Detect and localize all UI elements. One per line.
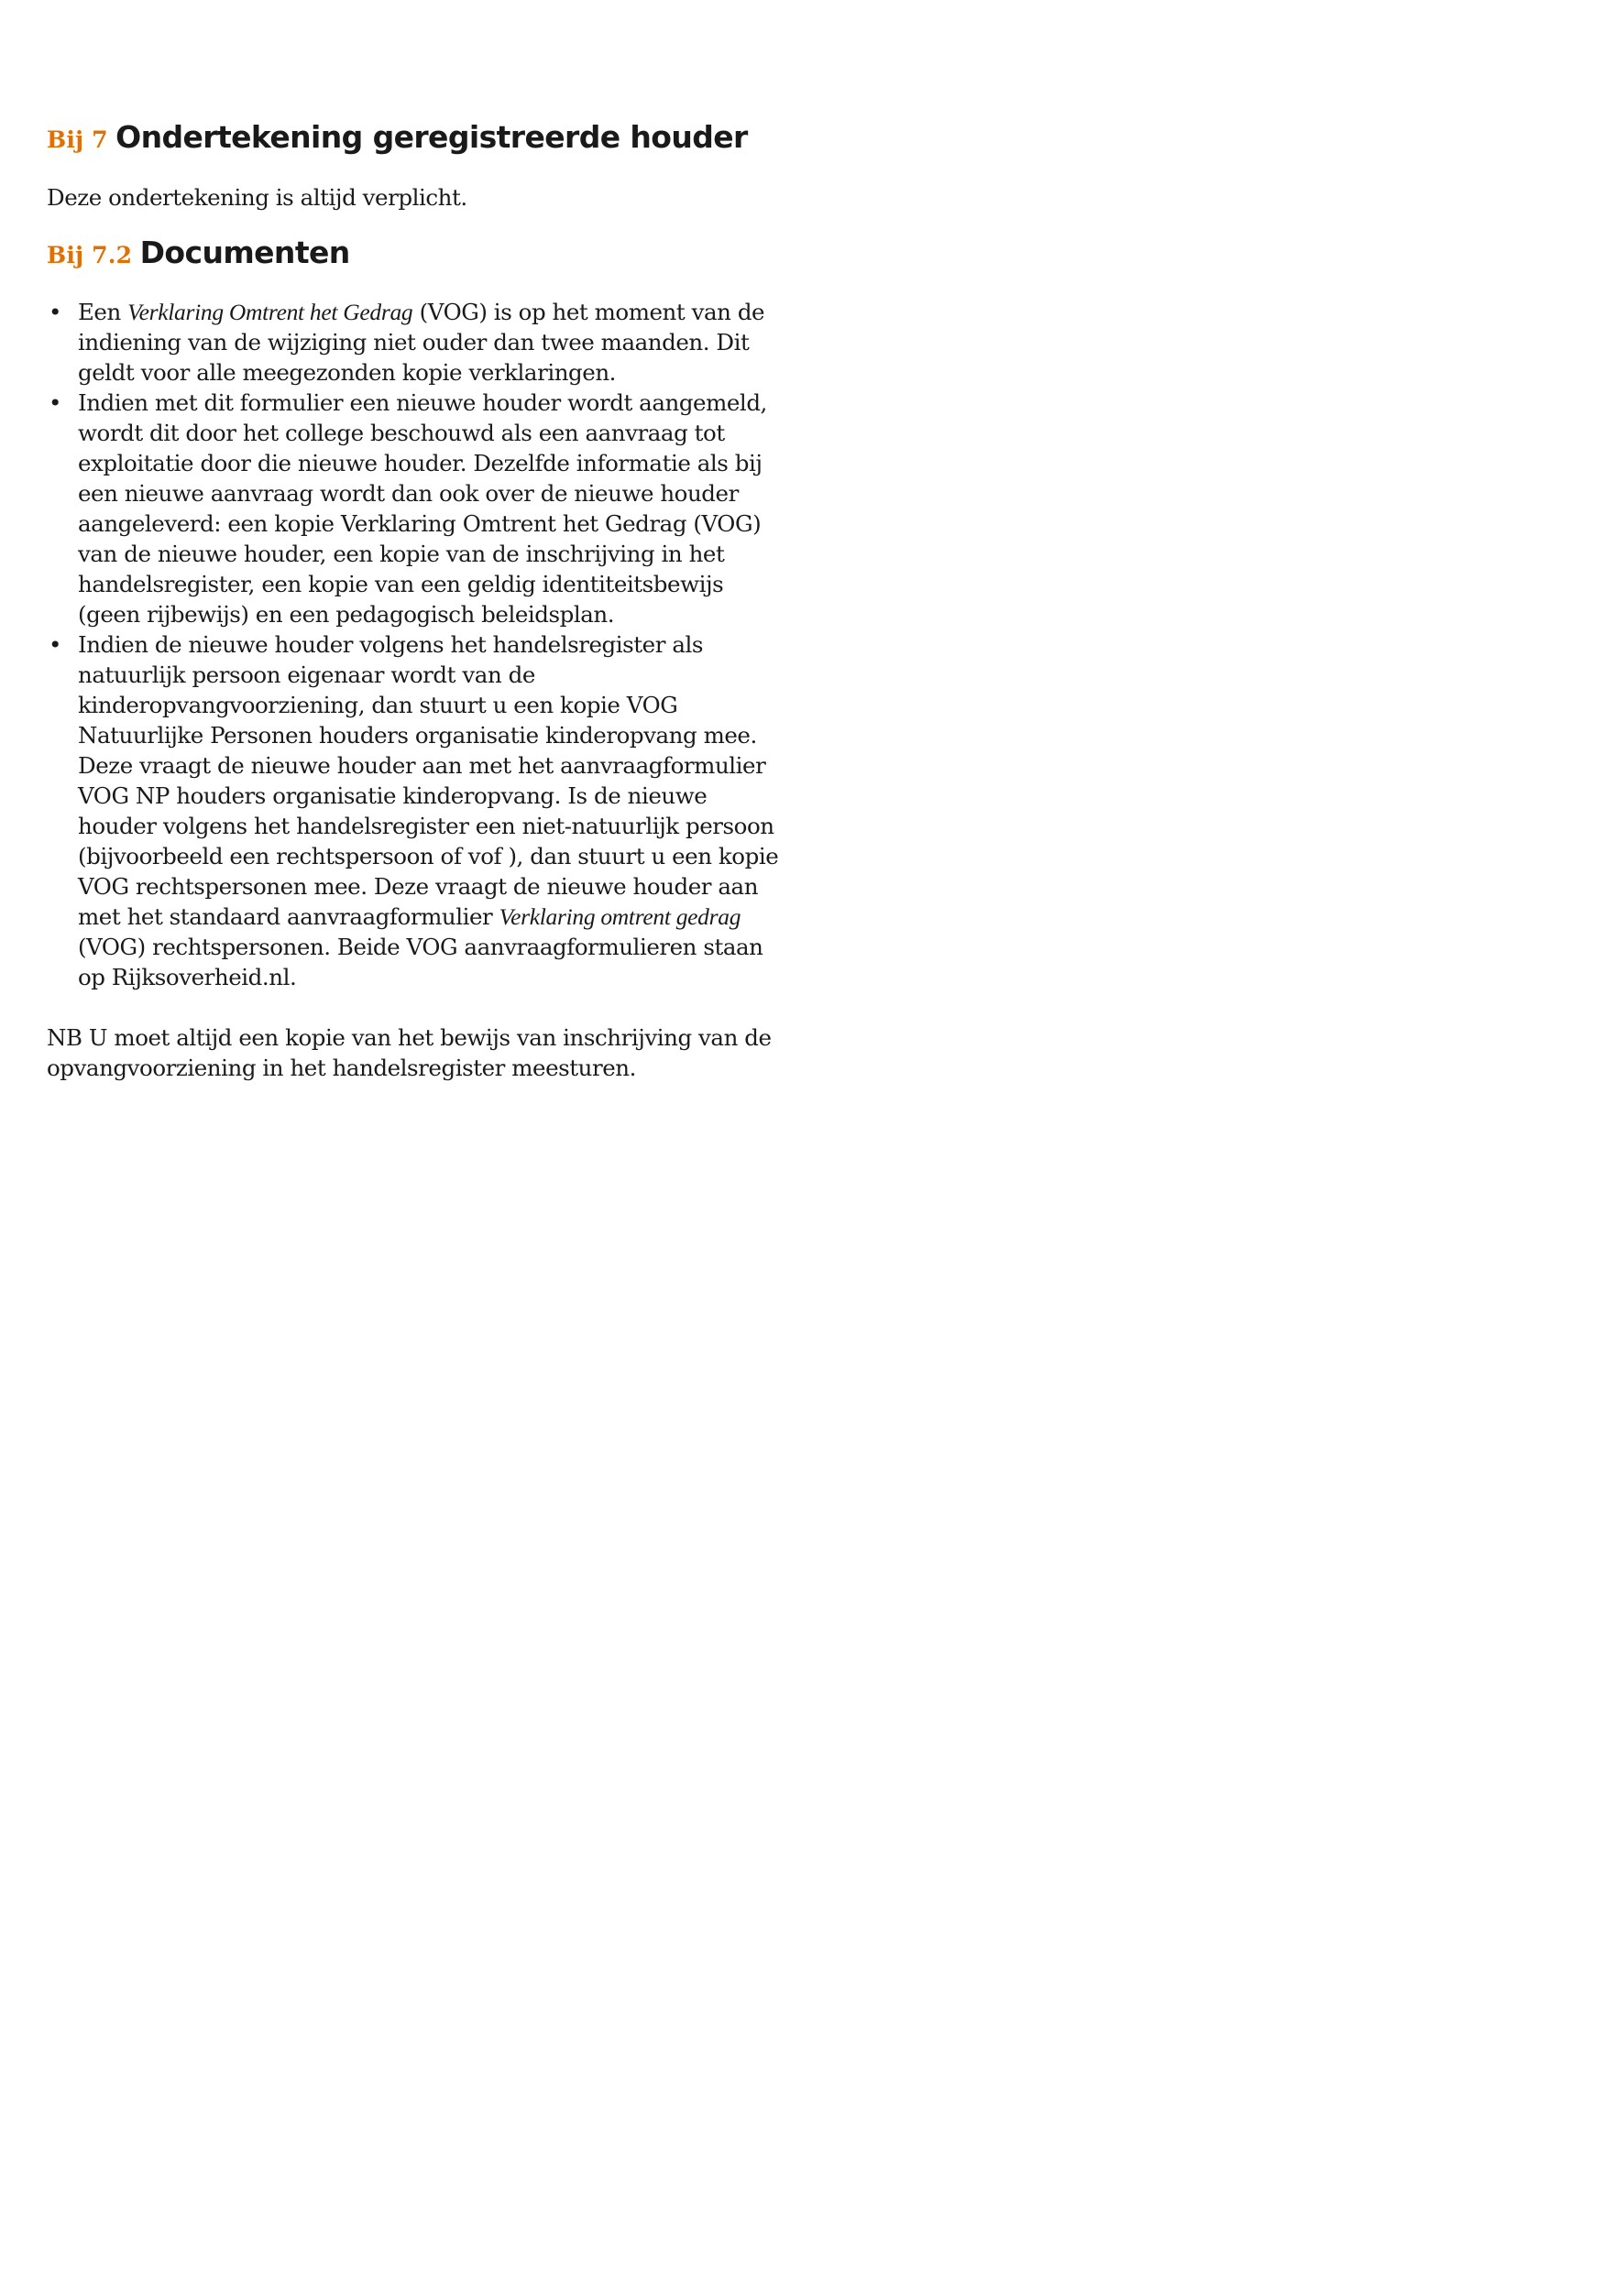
section-7-2-heading: [47, 235, 780, 271]
bullet-text-emphasis: Verklaring Omtrent het Gedrag: [127, 299, 413, 326]
section-7-title: Ondertekening geregistreerde houder: [115, 119, 748, 155]
bullet-icon: •: [49, 299, 62, 326]
document-page: [47, 117, 780, 1083]
section-7-2-number: Bij 7.2: [47, 241, 133, 268]
section-7-intro: Deze ondertekening is altijd verplicht.: [47, 183, 467, 211]
bullet-text: Indien met dit formulier een nieuwe houder wordt aangemeld, wordt dit door het college beschouwd als een aanvraag tot exploitatie door die nieuwe houder. Dezelfde informatie als bij een nieuwe aanvraag wordt dan ook over de nieuwe houder aangeleverd: een kopie Verklaring Omtrent het Gedrag (VOG) van de nieuwe houder, een kopie van de inschrijving in het handelsregister, een kopie van een geldig identiteitsbewijs (geen rijbewijs) en een pedagogisch beleidsplan.: [78, 389, 767, 629]
section-7-number: Bij 7: [47, 126, 108, 153]
section-7-2-title: Documenten: [139, 234, 350, 270]
bullet-item-new-holder: [47, 388, 780, 629]
bullet-text-post: (VOG) rechtspersonen. Beide VOG aanvraagformulieren staan op Rijksoverheid.nl.: [78, 934, 763, 991]
bullet-text-post: (VOG) is op het moment van de indiening van de wijziging niet ouder dan twee maanden. Dit geldt voor alle meegezonden kopie verklaringen.: [78, 299, 765, 387]
section-7-heading: [47, 119, 780, 156]
bullet-item-vog-age: [47, 297, 780, 388]
bullet-text-emphasis: Verklaring omtrent gedrag: [499, 903, 741, 931]
bullet-icon: •: [49, 631, 62, 659]
bullet-item-vog-types: [47, 629, 780, 992]
documents-bullet-list: [47, 297, 780, 992]
bullet-icon: •: [49, 389, 62, 417]
bullet-text-pre: Indien de nieuwe houder volgens het handelsregister als natuurlijk persoon eigenaar wordt van de kinderopvangvoorziening, dan stuurt u een kopie VOG Natuurlijke Personen houders organisatie kinderopvang mee. Deze vraagt de nieuwe houder aan met het aanvraagformulier VOG NP houders organisatie kinderopvang. Is de nieuwe houder volgens het handelsregister een niet-natuurlijk persoon (bijvoorbeeld een rechtspersoon of vof ), dan stuurt u een kopie VOG rechtspersonen mee. Deze vraagt de nieuwe houder aan met het standaard aanvraagformulier: [78, 631, 779, 931]
bullet-text-pre: Een: [78, 299, 128, 326]
nb-note: NB U moet altijd een kopie van het bewijs van inschrijving van de opvangvoorziening in het handelsregister meesturen.: [47, 1024, 772, 1082]
